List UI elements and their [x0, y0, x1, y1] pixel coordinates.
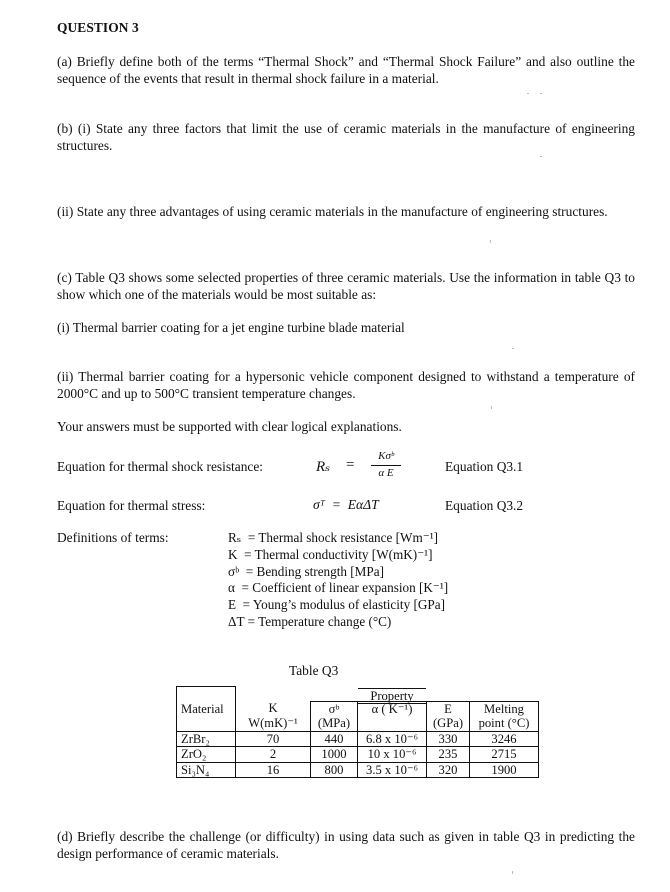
alpha-cell: 10 x 10⁻⁶	[358, 747, 427, 763]
part-b-i-text: (b) (i) State any three factors that limit the use of ceramic materials in the manufacture of engineering structures.	[57, 121, 635, 153]
e-cell: 330	[427, 731, 470, 747]
melt-cell: 1900	[470, 762, 539, 778]
eq1-denominator: α E	[378, 467, 394, 479]
col-e-unit: (GPa)	[432, 716, 464, 730]
alpha-cell: 3.5 x 10⁻⁶	[358, 762, 427, 778]
definition-item: α = Coefficient of linear expansion [K⁻¹]	[228, 580, 449, 596]
scan-speck	[512, 348, 514, 349]
part-c-ii-text: (ii) Thermal barrier coating for a hypersonic vehicle component designed to withstand a temperature of 2000°C and up to 500°C transient temperature changes.	[57, 369, 635, 401]
support-note: Your answers must be supported with clear logical explanations.	[57, 419, 402, 434]
eq2-expression: σᵀ = EαΔT	[313, 497, 379, 512]
eq1-numerator: Kσᵇ	[378, 450, 394, 462]
definition-item: E = Young’s modulus of elasticity [GPa]	[228, 597, 445, 613]
property-header: Property	[358, 688, 426, 704]
col-sigma-unit: (MPa)	[317, 716, 351, 730]
material-cell: Si₃N₄	[177, 762, 236, 778]
k-cell: 70	[236, 731, 311, 747]
alpha-cell: 6.8 x 10⁻⁶	[358, 731, 427, 747]
col-k-symbol: K	[268, 701, 278, 716]
e-cell: 320	[427, 762, 470, 778]
eq2-ref: Equation Q3.2	[445, 498, 524, 513]
col-alpha-symbol: α ( K⁻¹)	[371, 701, 413, 716]
part-c-text: (c) Table Q3 shows some selected properties of three ceramic materials. Use the information in table Q3 to show which one of the materials would be most suitable as:	[57, 270, 635, 302]
scan-speck	[490, 240, 491, 243]
col-e-symbol: E	[444, 701, 452, 716]
definitions-label: Definitions of terms:	[57, 530, 169, 545]
e-cell: 235	[427, 747, 470, 763]
melt-cell: 3246	[470, 731, 539, 747]
question-heading: QUESTION 3	[57, 20, 139, 35]
eq1-ref: Equation Q3.1	[445, 459, 524, 474]
definitions-list	[228, 530, 448, 631]
table-row	[177, 747, 539, 763]
col-sigma-symbol: σᵇ	[328, 701, 340, 716]
part-d-text: (d) Briefly describe the challenge (or difficulty) in using data such as given in table Q3 in predicting the design performance of ceramic materials.	[57, 829, 635, 861]
table-row	[177, 762, 539, 778]
col-k-header	[236, 701, 311, 731]
table-row	[177, 731, 539, 747]
part-b-ii-text: (ii) State any three advantages of using ceramic materials in the manufacture of engineering structures.	[57, 204, 608, 219]
part-c-i-text: (i) Thermal barrier coating for a jet engine turbine blade material	[57, 320, 405, 335]
eq1-equals: =	[346, 457, 355, 473]
definition-item: ΔT = Temperature change (°C)	[228, 613, 392, 629]
definition-item: σᵇ = Bending strength [MPa]	[228, 563, 384, 579]
material-cell: ZrBr₂	[177, 731, 236, 747]
scan-speck	[540, 156, 542, 157]
part-a-text: (a) Briefly define both of the terms “Thermal Shock” and “Thermal Shock Failure” and also outline the sequence of the events that result in thermal shock failure in a material.	[57, 54, 635, 86]
scan-speck	[540, 93, 542, 94]
sigma-cell: 1000	[311, 747, 358, 763]
eq2-label: Equation for thermal stress:	[57, 498, 206, 513]
material-header: Material	[177, 687, 236, 732]
scan-speck	[527, 93, 529, 94]
col-e-header	[427, 701, 470, 731]
scan-speck	[512, 871, 513, 874]
col-melt-unit: point (°C)	[478, 716, 530, 730]
eq1-label: Equation for thermal shock resistance:	[57, 459, 263, 474]
sigma-cell: 800	[311, 762, 358, 778]
material-cell: ZrO₂	[177, 747, 236, 763]
definition-item: Rₛ = Thermal shock resistance [Wm⁻¹]	[228, 530, 439, 545]
col-melt-symbol: Melting	[484, 701, 524, 716]
definition-item: K = Thermal conductivity [W(mK)⁻¹]	[228, 546, 433, 562]
sigma-cell: 440	[311, 731, 358, 747]
k-cell: 2	[236, 747, 311, 763]
k-cell: 16	[236, 762, 311, 778]
table-caption: Table Q3	[289, 663, 339, 678]
col-melt-header	[470, 701, 539, 731]
properties-table	[176, 686, 539, 778]
eq1-fraction-bar	[371, 465, 401, 466]
col-alpha-header	[358, 688, 427, 731]
scan-speck	[491, 406, 492, 409]
col-alpha-unit	[362, 716, 422, 730]
col-k-unit: W(mK)⁻¹	[248, 715, 298, 730]
melt-cell: 2715	[470, 747, 539, 763]
eq1-lhs: Rₛ	[316, 459, 331, 475]
col-sigma-header	[311, 701, 358, 731]
